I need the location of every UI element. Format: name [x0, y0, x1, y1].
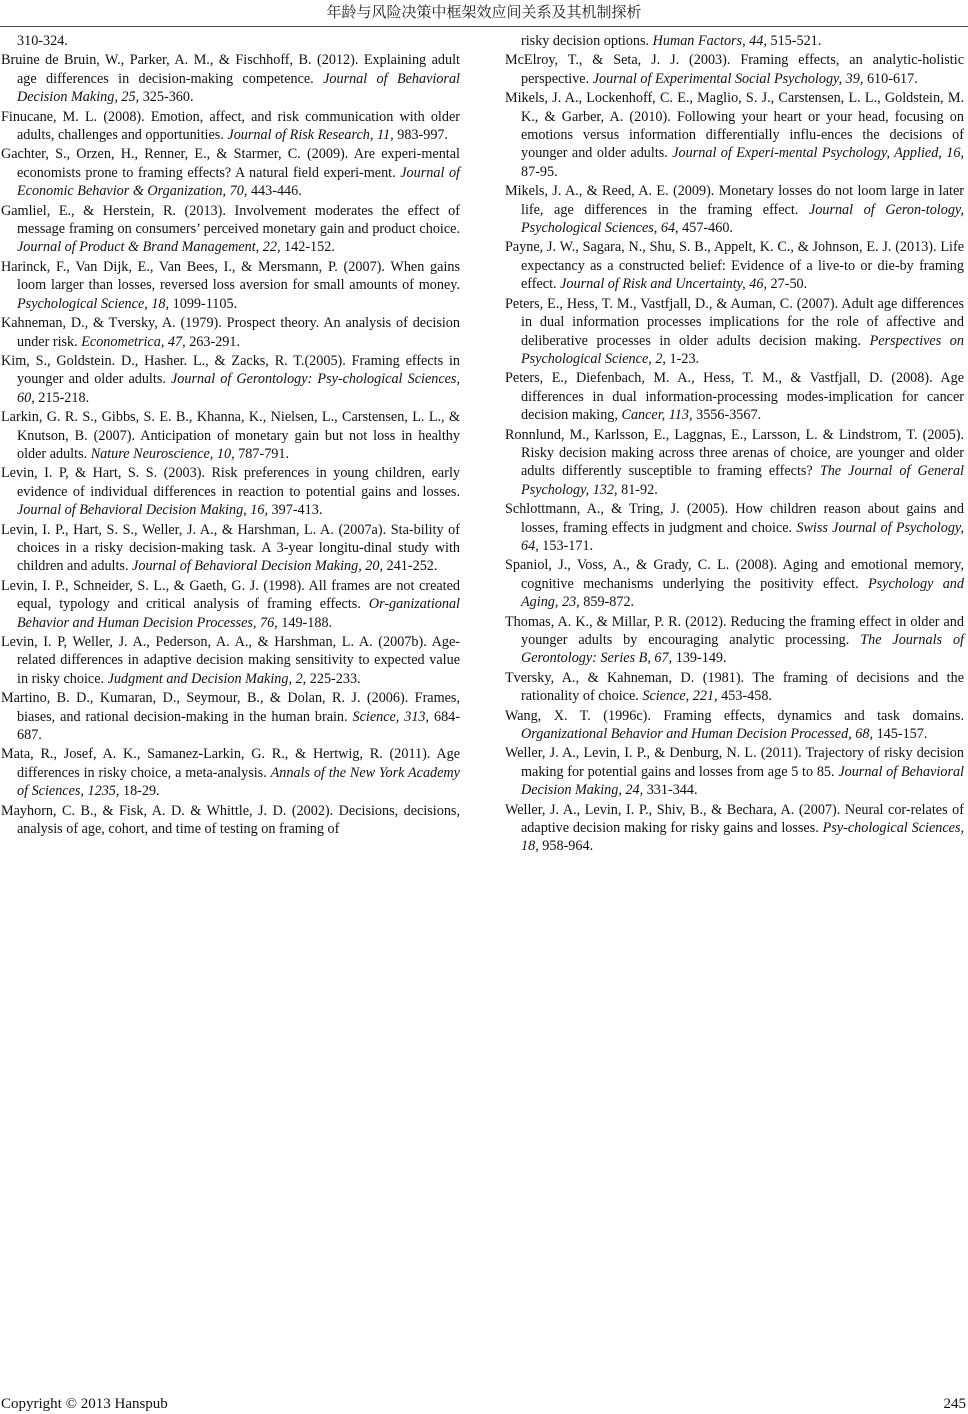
reference-text: Wang, X. T. (1996c). Framing effects, dynamics and task domains. — [505, 707, 964, 724]
reference-pages: 859-872. — [579, 594, 635, 611]
reference-journal: Journal of Behavioral Decision Making, 25, — [17, 70, 460, 106]
page-footer — [0, 1394, 968, 1414]
reference-text: Mata, R., Josef, A. K., Samanez-Larkin, G. R., & Hertwig, R. (2011). Age differences in risky choice, a meta-analysis. — [1, 746, 460, 781]
reference-pages: 263-291. — [185, 333, 241, 350]
reference-text: Mikels, J. A., Lockenhoff, C. E., Maglio, S. J., Carstensen, L. L., Goldstein, M. K., & Garber, A. (2010). Following your heart or your head, focusing on emotions versus information differentially influ-ences the decisions of younger and older adults. — [505, 90, 964, 162]
reference-entry — [505, 182, 964, 237]
references-left-column — [1, 32, 460, 839]
reference-pages: 142-152. — [280, 239, 335, 256]
reference-pages: 81-92. — [617, 481, 658, 498]
reference-text: Larkin, G. R. S., Gibbs, S. E. B., Khanna, K., Nielsen, L., Carstensen, L. L., & Knutson, B. (2007). Anticipation of monetary gain but not loss in healthy older adults. — [1, 409, 460, 462]
reference-pages: 241-252. — [383, 558, 438, 575]
reference-journal: Journal of Behavioral Decision Making, 24, — [521, 763, 964, 799]
reference-journal: Cancer, 113, — [621, 407, 693, 424]
reference-entry — [505, 89, 964, 181]
reference-journal: Swiss Journal of Psychology, 64, — [521, 519, 964, 554]
reference-text: Weller, J. A., Levin, I. P., Shiv, B., & Bechara, A. (2007). Neural cor-relates of adaptive decision making for risky gains and losses. — [505, 801, 964, 837]
reference-entry — [1, 464, 460, 519]
page-number: 245 — [943, 1396, 966, 1412]
reference-text: Finucane, M. L. (2008). Emotion, affect, and risk communication with older adults, challenges and opportunities. — [1, 108, 460, 144]
reference-text: 310-324. — [17, 33, 68, 49]
reference-entry — [505, 801, 964, 856]
reference-pages: 684-687. — [17, 708, 460, 744]
reference-entry — [1, 202, 460, 257]
reference-journal: Journal of Gerontology: Psy-chological Sciences, 60, — [17, 371, 460, 406]
reference-pages: 27-50. — [767, 276, 808, 293]
reference-entry — [1, 408, 460, 463]
reference-journal: Journal of Economic Behavior & Organization, 70, — [17, 164, 460, 200]
reference-entry — [505, 613, 964, 668]
reference-journal: Science, 221, — [642, 688, 718, 705]
reference-text: Mikels, J. A., & Reed, A. E. (2009). Monetary losses do not loom large in later life, age differences in the framing effect. — [505, 183, 964, 218]
reference-pages: 610-617. — [863, 70, 918, 87]
reference-pages: 225-233. — [306, 670, 361, 687]
reference-entry — [1, 352, 460, 407]
reference-text: Gamliel, E., & Herstein, R. (2013). Involvement moderates the effect of message framing on consumers’ perceived monetary gain and product choice. — [1, 202, 460, 238]
reference-text: McElroy, T., & Seta, J. J. (2003). Framing effects, an analytic-holistic perspective. — [505, 52, 964, 87]
copyright-notice: Copyright © 2013 Hanspub — [1, 1396, 168, 1412]
reference-text: Spaniol, J., Voss, A., & Grady, C. L. (2008). Aging and emotional memory, cognitive mechanisms underlying the positivity effect. — [505, 557, 964, 592]
reference-entry — [1, 108, 460, 145]
reference-entry — [505, 500, 964, 555]
reference-journal: Econometrica, 47, — [81, 333, 186, 350]
reference-pages: 215-218. — [34, 389, 90, 406]
reference-entry — [505, 369, 964, 424]
reference-text: Schlottmann, A., & Tring, J. (2005). How children reason about gains and losses, framing effects in judgment and choice. — [505, 501, 964, 536]
reference-pages: 3556-3567. — [692, 407, 762, 424]
reference-text: Levin, I. P., Hart, S. S., Weller, J. A., & Harshman, L. A. (2007a). Sta-bility of choices in a risky decision-making task. A 3-year longitu-dinal study with children and adults. — [1, 521, 460, 575]
reference-pages: 18-29. — [119, 783, 160, 800]
reference-entry — [505, 32, 964, 50]
reference-journal: Journal of Risk Research, 11, — [227, 127, 394, 144]
reference-pages: 325-360. — [139, 89, 194, 106]
reference-text: Peters, E., Diefenbach, M. A., Hess, T. M., & Vastfjall, D. (2008). Age differences in dual information-processing modes-implication for cancer decision making, — [505, 370, 964, 424]
reference-entry — [505, 295, 964, 369]
reference-journal: Judgment and Decision Making, 2, — [107, 670, 307, 687]
reference-entry — [505, 51, 964, 88]
reference-pages: 1-23. — [665, 350, 700, 367]
reference-entry — [1, 689, 460, 744]
reference-journal: Nature Neuroscience, 10, — [90, 445, 235, 462]
reference-pages: 787-791. — [234, 445, 290, 462]
reference-journal: Journal of Product & Brand Management, 22, — [17, 239, 281, 256]
reference-text: Mayhorn, C. B., & Fisk, A. D. & Whittle, J. D. (2002). Decisions, decisions, analysis of age, cohort, and time of testing on framing of — [1, 802, 460, 838]
reference-pages: 139-149. — [672, 650, 727, 667]
reference-text: Bruine de Bruin, W., Parker, A. M., & Fischhoff, B. (2012). Explaining adult age differences in decision-making competence. — [1, 52, 460, 87]
reference-entry — [1, 51, 460, 106]
reference-text: Weller, J. A., Levin, I. P., & Denburg, N. L. (2011). Trajectory of risky decision making for potential gains and losses from age 5 to 85. — [505, 745, 964, 780]
reference-entry — [1, 314, 460, 351]
reference-text: Levin, I. P., Schneider, S. L., & Gaeth, G. J. (1998). All frames are not created equal, typology and critical analysis of framing effects. — [1, 577, 460, 613]
reference-entry — [505, 669, 964, 706]
reference-pages: 153-171. — [538, 537, 594, 554]
reference-entry — [1, 745, 460, 800]
reference-pages: 958-964. — [538, 838, 594, 855]
reference-journal: Journal of Geron-tology, Psychological Sciences, 64, — [521, 201, 964, 237]
reference-journal: Organizational Behavior and Human Decision Processed, 68, — [521, 726, 874, 743]
reference-journal: Or-ganizational Behavior and Human Decision Processes, 76, — [17, 596, 460, 631]
running-header: 年龄与风险决策中框架效应间关系及其机制探析 — [326, 3, 642, 21]
reference-entry — [1, 577, 460, 632]
references-right-column — [505, 32, 964, 857]
reference-pages: 1099-1105. — [169, 295, 238, 312]
reference-journal: Human Factors, 44, — [652, 33, 767, 49]
reference-text: Tversky, A., & Kahneman, D. (1981). The framing of decisions and the rationality of choice. — [505, 669, 964, 705]
reference-entry — [1, 32, 460, 50]
reference-entry — [1, 258, 460, 313]
reference-entry — [1, 145, 460, 200]
reference-pages: 87-95. — [521, 163, 558, 180]
header-rule — [0, 26, 968, 27]
reference-text: Kim, S., Goldstein. D., Hasher. L., & Zacks, R. T.(2005). Framing effects in younger and older adults. — [1, 352, 460, 388]
reference-pages: 149-188. — [277, 614, 333, 631]
reference-journal: The Journal of General Psychology, 132, — [521, 463, 964, 498]
reference-text: Martino, B. D., Kumaran, D., Seymour, B., & Dolan, R. J. (2006). Frames, biases, and rational decision-making in the human brain. — [1, 690, 460, 725]
reference-text: Thomas, A. K., & Millar, P. R. (2012). Reducing the framing effect in older and younger adults by encouraging analytic processing. — [505, 613, 964, 648]
reference-journal: Perspectives on Psychological Science, 2, — [521, 332, 964, 367]
reference-entry — [1, 802, 460, 839]
reference-text: Harinck, F., Van Dijk, E., Van Bees, I., & Mersmann, P. (2007). When gains loom larger than losses, reversed loss aversion for small amounts of money. — [1, 258, 460, 294]
reference-journal: Psychology and Aging, 23, — [521, 575, 964, 611]
reference-journal: Journal of Experimental Social Psychology, 39, — [592, 70, 864, 87]
reference-entry — [505, 744, 964, 799]
reference-text: Kahneman, D., & Tversky, A. (1979). Prospect theory. An analysis of decision under risk. — [1, 315, 460, 350]
reference-text: Gachter, S., Orzen, H., Renner, E., & Starmer, C. (2009). Are experi-mental economists prone to framing effects? A natural field experi-ment. — [1, 146, 460, 181]
reference-entry — [1, 521, 460, 576]
reference-pages: 983-997. — [393, 127, 449, 144]
reference-entry — [505, 426, 964, 500]
reference-pages: 331-344. — [643, 782, 698, 799]
reference-entry — [505, 238, 964, 293]
reference-pages: 515-521. — [766, 33, 822, 49]
reference-journal: Journal of Behavioral Decision Making, 16, — [17, 502, 268, 519]
reference-pages: 145-157. — [873, 726, 928, 743]
reference-journal: The Journals of Gerontology: Series B, 67, — [521, 632, 964, 667]
reference-journal: Psy-chological Sciences, 18, — [521, 820, 965, 855]
reference-journal: Psychological Science, 18, — [17, 295, 170, 312]
reference-pages: 443-446. — [247, 183, 302, 200]
reference-journal: Annals of the New York Academy of Sciences, 1235, — [17, 764, 460, 800]
reference-pages: 453-458. — [717, 688, 772, 705]
reference-entry — [505, 556, 964, 611]
reference-pages: 397-413. — [268, 502, 323, 519]
reference-text: Peters, E., Hess, T. M., Vastfjall, D., & Auman, C. (2007). Adult age differences in dual information processes implications for the role of affective and deliberative processes in older adults decision making. — [505, 295, 964, 349]
reference-text: Ronnlund, M., Karlsson, E., Laggnas, E., Larsson, L. & Lindstrom, T. (2005). Risky decision making across three arenas of choice, are younger and older adults differently susceptible to framing effects? — [505, 426, 964, 480]
reference-text: risky decision options. — [521, 33, 653, 49]
reference-journal: Journal of Behavioral Decision Making, 20, — [132, 558, 384, 575]
reference-journal: Journal of Risk and Uncertainty, 46, — [560, 276, 767, 293]
reference-entry — [505, 707, 964, 744]
reference-text: Levin, I. P, & Hart, S. S. (2003). Risk preferences in young children, early evidence of individual differences in reaction to potential gains and losses. — [1, 465, 460, 500]
reference-text: Levin, I. P, Weller, J. A., Pederson, A. A., & Harshman, L. A. (2007b). Age-related differences in adaptive decision making sensitivity to expected value in risky choice. — [1, 634, 460, 687]
reference-text: Payne, J. W., Sagara, N., Shu, S. B., Appelt, K. C., & Johnson, E. J. (2013). Life expectancy as a constructed belief: Evidence of a live-to or die-by framing effect. — [505, 239, 964, 293]
reference-entry — [1, 633, 460, 688]
reference-journal: Journal of Experi-mental Psychology, Applied, 16, — [672, 145, 964, 162]
reference-pages: 457-460. — [678, 220, 733, 237]
reference-journal: Science, 313, — [352, 708, 430, 725]
